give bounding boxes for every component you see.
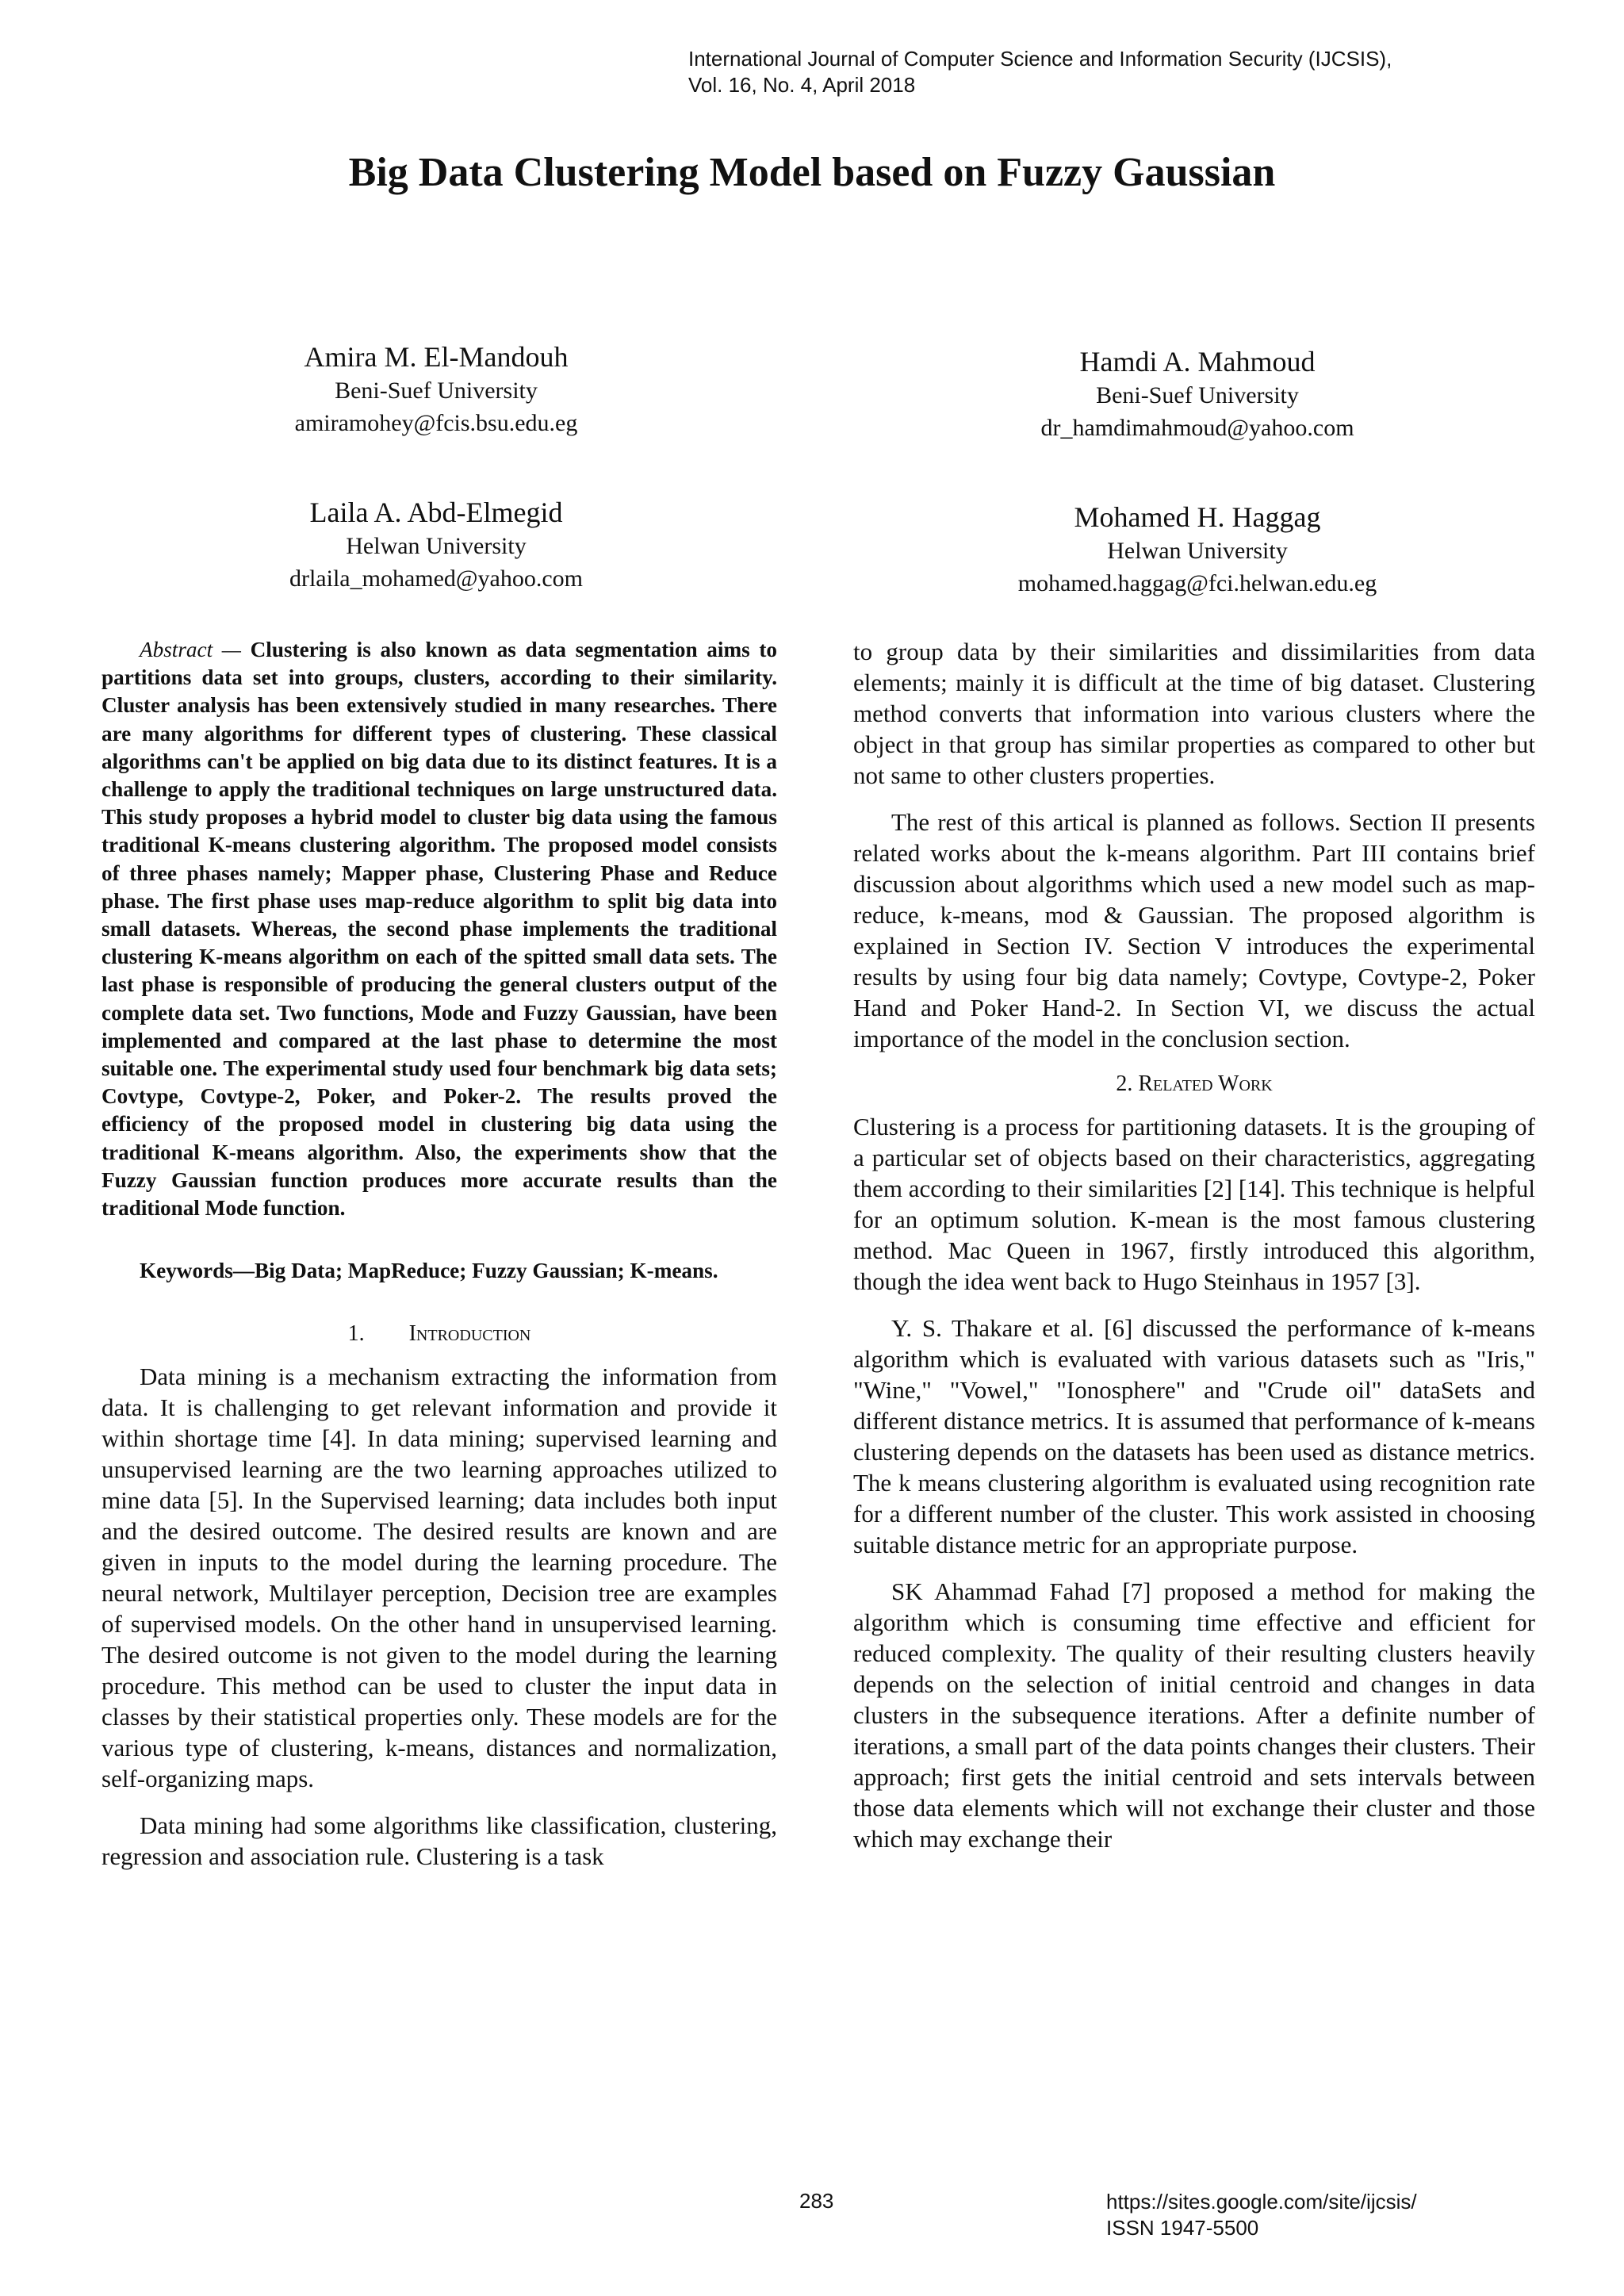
footer-info [1106, 2189, 1417, 2241]
section-title: Introduction [408, 1321, 531, 1347]
paragraph: Y. S. Thakare et al. [6] discussed the performance of k-means algorithm which is evaluated with various datasets such as "Iris," "Wine," "Vowel," "Ionosphere" and "Crude oil" dataSets and different distance metrics. It is assumed that performance of k-means clustering depends on the datasets has been used as distance metrics. The k means clustering algorithm is evaluated using recognition rate for a different number of the cluster. This work assisted in choosing suitable distance metric for an appropriate purpose. [853, 1314, 1535, 1558]
author-block [912, 500, 1483, 600]
author-email: amiramohey@fcis.bsu.edu.eg [294, 410, 578, 436]
author-email: dr_hamdimahmoud@yahoo.com [1040, 415, 1354, 441]
footer-issn: ISSN 1947-5500 [1106, 2216, 1259, 2240]
author-block [151, 339, 722, 439]
author-name: Mohamed H. Haggag [1074, 501, 1321, 533]
paragraph: Data mining had some algorithms like classification, clustering, regression and association rule. Clustering is a task [102, 1811, 777, 1871]
author-email: mohamed.haggag@fci.helwan.edu.eg [1017, 570, 1377, 596]
author-affiliation: Helwan University [346, 533, 527, 559]
section-number: 1. [347, 1321, 365, 1347]
left-column [102, 636, 777, 1888]
paragraph: Data mining is a mechanism extracting the information from data. It is challenging to get relevant information and provide it within shortage time [4]. In data mining; supervised learning and unsupervised learning are the two learning approaches utilized to mine data [5]. In the Supervised learning; data includes both input and the desired outcome. The desired results are known and are given in inputs to the model during the learning procedure. The neural network, Multilayer perception, Decision tree are examples of supervised models. On the other hand in unsupervised learning. The desired outcome is not given to the model during the learning procedure. This method can be used to cluster the input data in classes by their statistical properties only. These models are for the various type of clustering, k-means, distances and normalization, self-organizing maps. [102, 1363, 777, 1793]
abstract-label: Abstract — [140, 638, 241, 661]
paper-title: Big Data Clustering Model based on Fuzzy Gaussian [348, 150, 1276, 195]
keywords: Keywords—Big Data; MapReduce; Fuzzy Gaussian; K-means. [140, 1259, 718, 1283]
footer-url: https://sites.google.com/site/ijcsis/ [1106, 2190, 1417, 2214]
author-name: Laila A. Abd-Elmegid [309, 496, 563, 528]
author-affiliation: Helwan University [1107, 538, 1288, 564]
abstract [102, 636, 777, 1222]
abstract-text: Clustering is also known as data segmentation aims to partitions data set into groups, clusters, according to their similarity. Cluster analysis has been extensively studied in many researches. There are many algorithms for different types of clustering. These classical algorithms can't be applied on big data due to its distinct features. It is a challenge to apply the traditional techniques on large unstructured data. This study proposes a hybrid model to cluster big data using the famous traditional K-means clustering algorithm. The proposed model consists of three phases namely; Mapper phase, Clustering Phase and Reduce phase. The first phase uses map-reduce algorithm to split big data into small datasets. Whereas, the second phase implements the traditional clustering K-means algorithm on each of the spitted small data sets. The last phase is responsible of producing the general clusters output of the complete data set. Two functions, Mode and Fuzzy Gaussian, have been implemented and compared at the last phase to determine the most suitable one. The experimental study used four benchmark big data sets; Covtype, Covtype-2, Poker, and Poker-2. The results proved the efficiency of the proposed model in clustering big data using the traditional K-means algorithm. Also, the experiments show that the Fuzzy Gaussian function produces more accurate results than the traditional Mode function. [102, 638, 777, 1221]
section-title: Related Work [1138, 1071, 1273, 1096]
author-block [912, 344, 1483, 444]
author-affiliation: Beni-Suef University [1096, 382, 1299, 408]
paragraph: SK Ahammad Fahad [7] proposed a method for making the algorithm which is consuming time effective and efficient for reduced complexity. The quality of their resulting clusters heavily depends on the selection of initial centroid and changes in data clusters in the subsequence iterations. After a definite number of iterations, a small part of the data points changes their clusters. Their approach; first gets the initial centroid and sets intervals between those data elements which will not exchange their cluster and those which may exchange their [853, 1577, 1535, 1853]
paragraph: The rest of this artical is planned as follows. Section II presents related works about the k-means algorithm. Part III contains brief discussion about algorithms which used a new model such as map-reduce, k-means, mod & Gaussian. The proposed algorithm is explained in Section IV. Section V introduces the experimental results by using four big data namely; Covtype, Covtype-2, Poker Hand and Poker Hand-2. In Section VI, we discuss the actual importance of the model in the conclusion section. [853, 808, 1535, 1052]
section-heading-related-work [853, 1070, 1535, 1098]
author-email: drlaila_mohamed@yahoo.com [289, 565, 584, 592]
author-affiliation: Beni-Suef University [335, 378, 538, 404]
journal-header-line2: Vol. 16, No. 4, April 2018 [688, 73, 916, 97]
journal-header-line1: International Journal of Computer Science and Information Security (IJCSIS), [688, 47, 1392, 71]
paragraph: Clustering is a process for partitioning datasets. It is the grouping of a particular set of objects based on their characteristics, aggregating them according to their similarities [2] [14]. This technique is helpful for an optimum solution. K-mean is the most famous clustering method. Mac Queen in 1967, firstly introduced this algorithm, though the idea went back to Hugo Steinhaus in 1957 [3]. [853, 1113, 1535, 1295]
author-name: Hamdi A. Mahmoud [1079, 346, 1316, 378]
page-number: 283 [799, 2189, 834, 2213]
right-column [853, 636, 1535, 1870]
journal-header [688, 46, 1561, 98]
author-name: Amira M. El-Mandouh [304, 341, 569, 373]
paragraph: to group data by their similarities and dissimilarities from data elements; mainly it is difficult at the time of big dataset. Clustering method converts that information into various clusters where the object in that group has similar properties as compared to other but not same to other clusters properties. [853, 638, 1535, 789]
section-number: 2. [1116, 1071, 1133, 1096]
author-block [151, 495, 722, 595]
section-heading-introduction [102, 1320, 777, 1348]
